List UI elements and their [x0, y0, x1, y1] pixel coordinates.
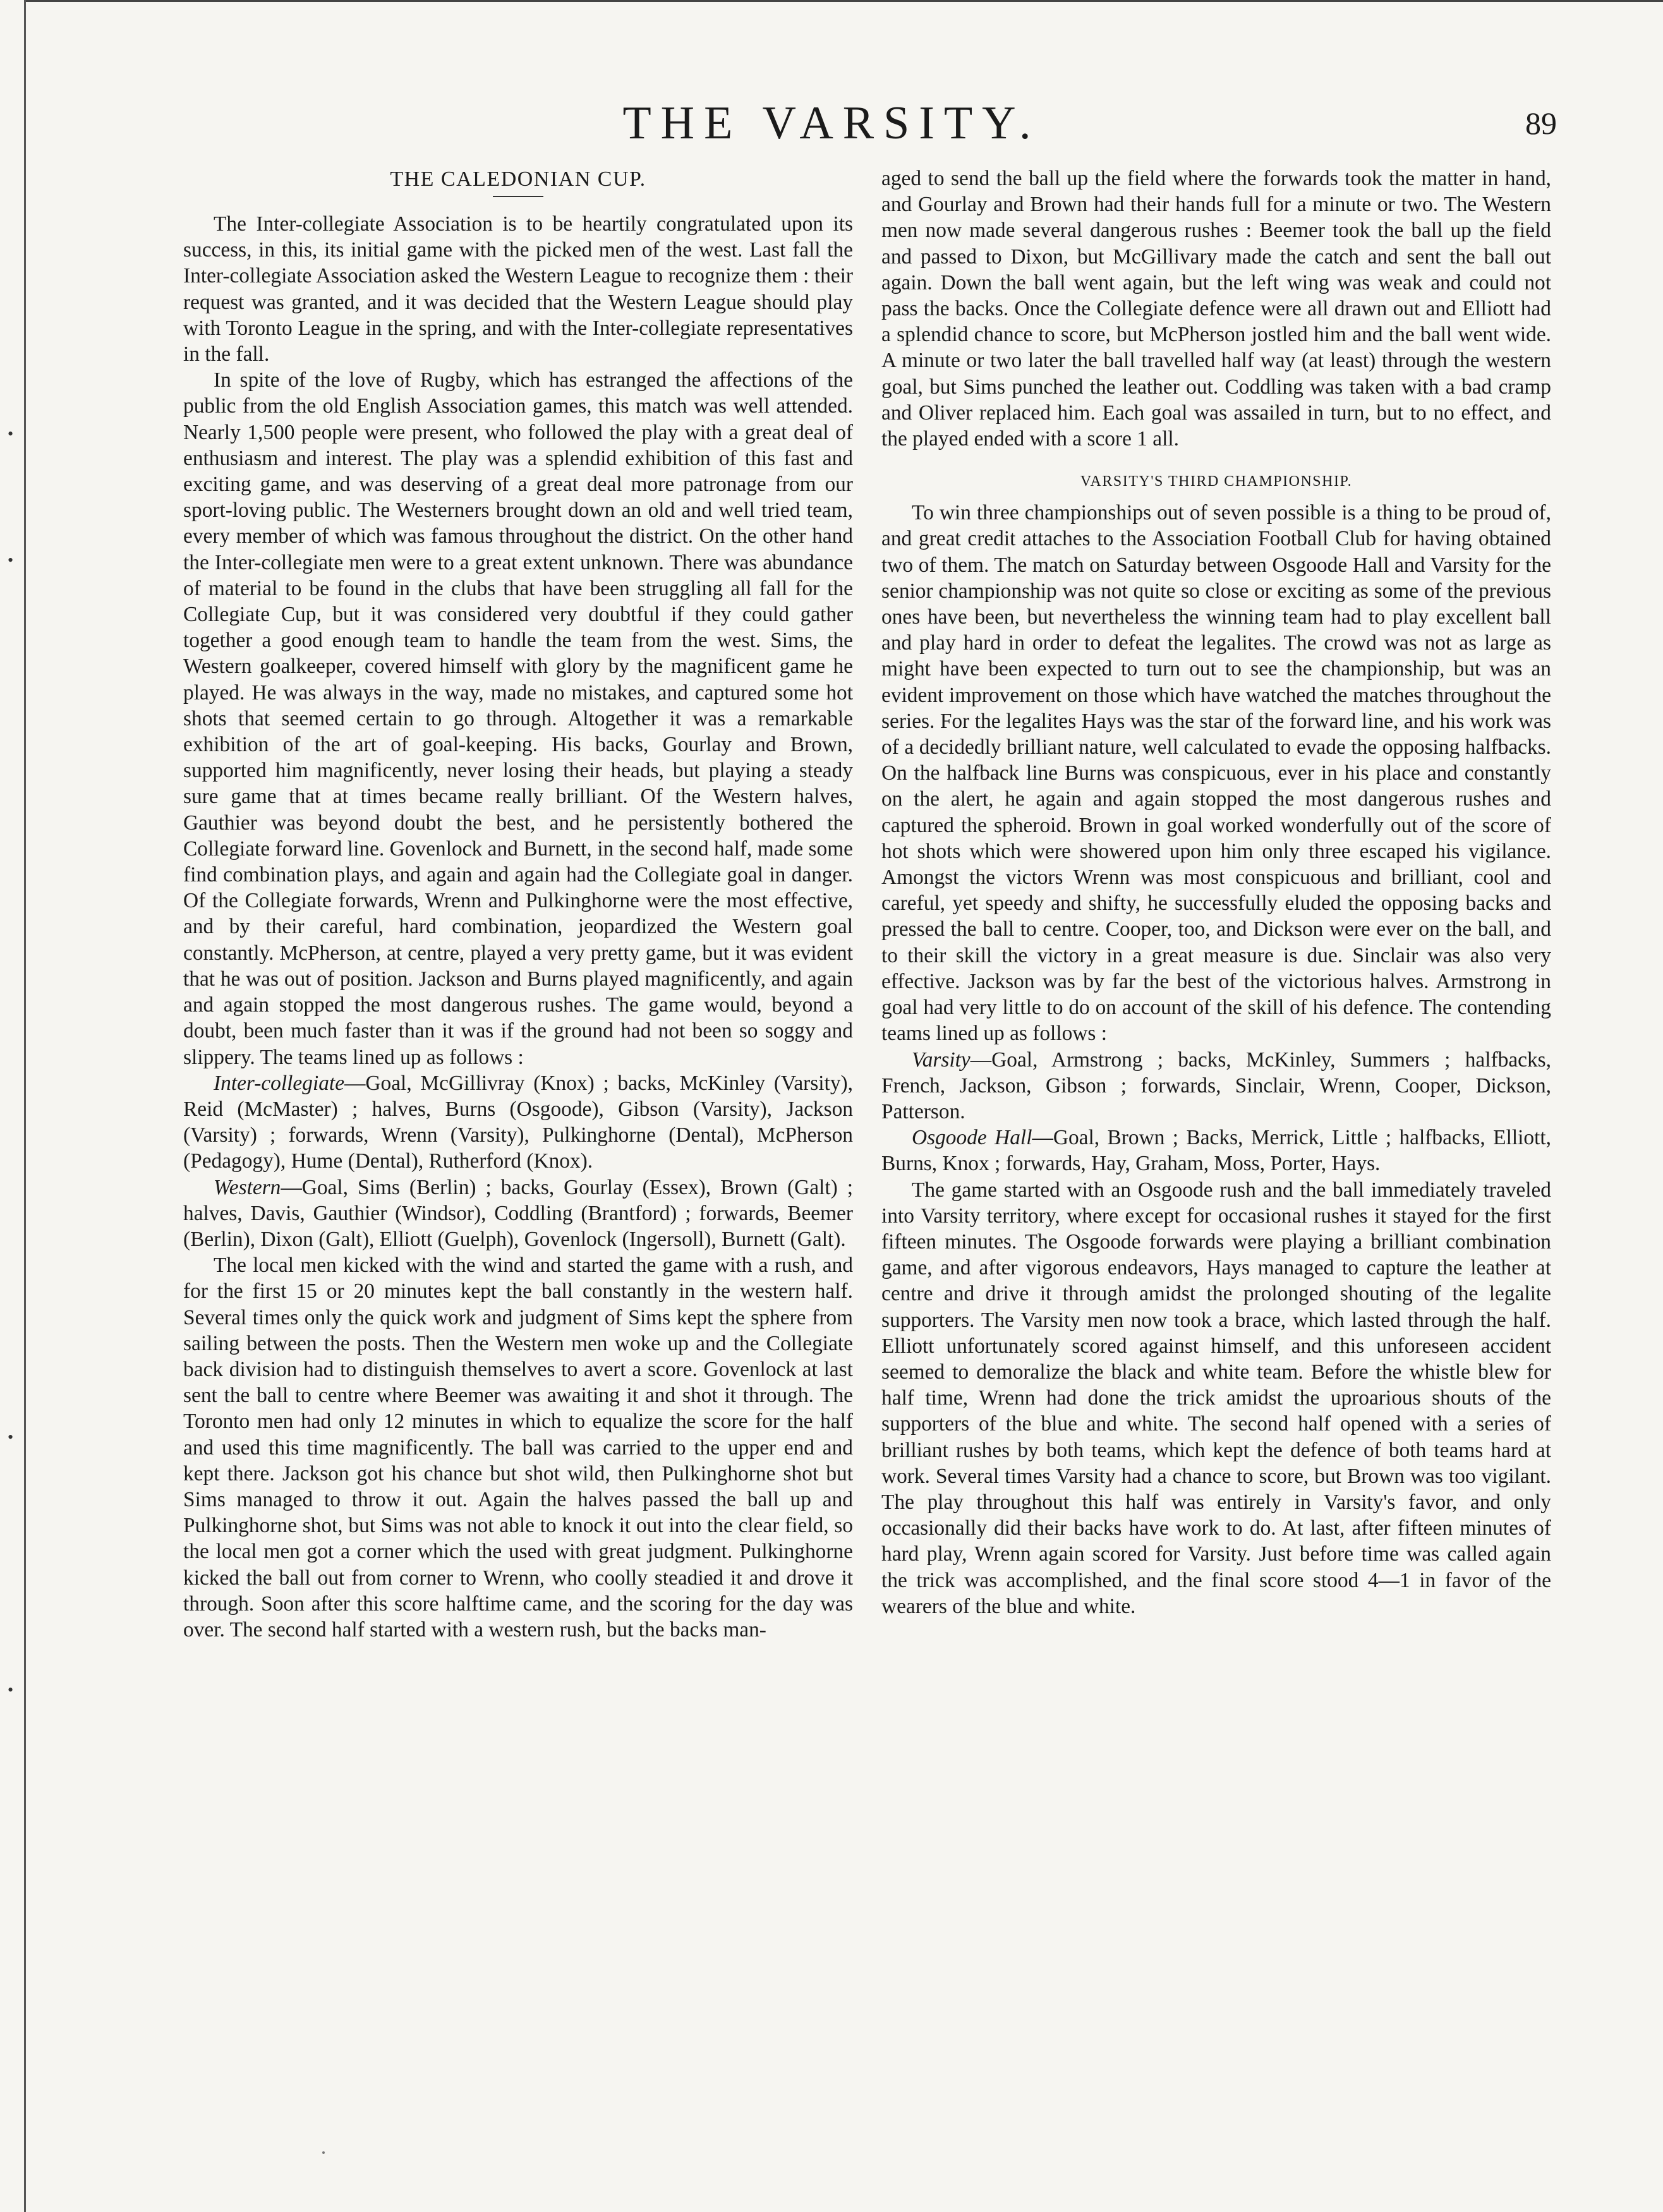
- article-paragraph: In spite of the love of Rugby, which has estranged the affections of the public from the old English Association games, this match was well attended. Nearly 1,500 people were present, who followed the play with a great deal of enthusiasm and interest. The play was a splendid exhibition of this fast and exciting game, and was deserving of a great deal more patronage from our sport-loving public. The Westerners brought down an old and well tried team, every member of which was famous throughout the district. On the other hand the Inter-collegiate men were to a great extent unknown. There was abundance of material to be found in the clubs that have been struggling all fall for the Collegiate Cup, but it was considered very doubtful if they could gather together a good enough team to handle the team from the west. Sims, the Western goalkeeper, covered himself with glory by the magnificent game he played. He was always in the way, made no mistakes, and captured some hot shots that seemed certain to go through. Altogether it was a remarkable exhibition of the art of goal-keeping. His backs, Gourlay and Brown, supported him magnificently, never losing their heads, but playing a steady sure game that at times became really brilliant. Of the Western halves, Gauthier was beyond doubt the best, and he persistently bothered the Collegiate forward line. Govenlock and Burnett, in the second half, made some find combination plays, and again and again had the Collegiate goal in danger. Of the Collegiate forwards, Wrenn and Pulkinghorne were the most effective, and by their careful, hard combination, jeopardized the Western goal constantly. McPherson, at centre, played a very pretty game, but it was evident that he was out of position. Jackson and Burns played magnificently, and again and again stopped the most dangerous rushes. The game would, beyond a doubt, been much faster than it was if the ground had not been so soggy and slippery. The teams lined up as follows :: [183, 368, 853, 1069]
- masthead-title: THE VARSITY.: [622, 97, 1041, 149]
- right-column: [881, 166, 1551, 1619]
- lineup-paragraph: [881, 1047, 1551, 1125]
- margin-mark-icon: •: [8, 551, 14, 569]
- margin-mark-icon: •: [8, 425, 14, 443]
- left-border-rule: [24, 0, 26, 2212]
- left-column: [183, 166, 853, 1643]
- lineup-paragraph: [183, 1175, 853, 1253]
- article-paragraph: The Inter-collegiate Association is to be heartily congratulated upon its success, in this, its initial game with the picked men of the west. Last fall the Inter-collegiate Association asked the Western League to recognize them : their request was granted, and it was decided that the Western League should play with Toronto League in the spring, and with the Inter-collegiate representatives in the fall.: [183, 212, 853, 366]
- margin-mark-icon: •: [8, 1681, 14, 1699]
- page-speck: [322, 2151, 325, 2154]
- lineup-team: Osgoode Hall: [912, 1126, 1032, 1150]
- lineup-paragraph: [183, 1070, 853, 1175]
- lineup-text: —Goal, Brown ; Backs, Merrick, Little ; halfbacks, Elliott, Burns, Knox ; forwards, Hay, Graham, Moss, Porter, Hays.: [881, 1126, 1551, 1176]
- lineup-team: Varsity: [912, 1048, 971, 1072]
- lineup-text: —Goal, McGillivray (Knox) ; backs, McKinley (Varsity), Reid (McMaster) ; halves, Burns (Osgoode), Gibson (Varsity), Jackson (Varsity) ; forwards, Wrenn (Varsity), Pulkinghorne (Dental), McPherson (Pedagogy), Hume (Dental), Rutherford (Knox).: [183, 1071, 853, 1173]
- lineup-text: —Goal, Armstrong ; backs, McKinley, Summers ; halfbacks, French, Jackson, Gibson ; forwards, Sinclair, Wrenn, Cooper, Dickson, Patterson.: [881, 1048, 1551, 1123]
- article-paragraph: The local men kicked with the wind and started the game with a rush, and for the first 15 or 20 minutes kept the ball constantly in the western half. Several times only the quick work and judgment of Sims kept the sphere from sailing between the posts. Then the Western men woke up and the Collegiate back division had to distinguish themselves to avert a score. Govenlock at last sent the ball to centre where Beemer was awaiting it and shot it through. The Toronto men had only 12 minutes in which to equalize the score for the half and used this time magnificently. The ball was carried to the upper end and kept there. Jackson got his chance but shot wild, then Pulkinghorne shot but Sims managed to throw it out. Again the halves passed the ball up and Pulkinghorne shot, but Sims was not able to knock it out into the clear field, so the local men got a corner which the used with great judgment. Pulkinghorne kicked the ball out from corner to Wrenn, who coolly steadied it and drove it through. Soon after this score halftime came, and the scoring for the day was over. The second half started with a western rush, but the backs man-: [183, 1254, 853, 1641]
- lineup-paragraph: [881, 1125, 1551, 1176]
- article-continuation: aged to send the ball up the field where the forwards took the matter in hand, and Gourlay and Brown had their hands full for a minute or two. The Western men now made several dangerous rushes : Beemer took the ball up the field and passed to Dixon, but McGillivary made the catch and sent the ball out again. Down the ball went again, but the left wing was weak and could not pass the backs. Once the Collegiate defence were all drawn out and Elliott had a splendid chance to score, but McPherson jostled him and the ball went wide. A minute or two later the ball travelled half way (at least) through the western goal, but Sims punched the leather out. Coddling was taken with a bad cramp and Oliver replaced him. Each goal was assailed in turn, but to no effect, and the played ended with a score 1 all.: [881, 167, 1551, 451]
- article-title-caledonian-cup: THE CALEDONIAN CUP.: [390, 167, 646, 191]
- article-paragraph: The game started with an Osgoode rush and the ball immediately traveled into Varsity territory, where except for occasional rushes it stayed for the first fifteen minutes. The Osgoode forwards were playing a brilliant combination game, and after vigorous endeavors, Hays managed to capture the leather at centre and drive it through amidst the prolonged shouting of the legalite supporters. The Varsity men now took a brace, which lasted through the half. Elliott unfortunately scored against himself, and this unforeseen accident seemed to demoralize the black and white team. Before the whistle blew for half time, Wrenn had done the trick amidst the uproarious shouts of the supporters of the blue and white. The second half opened with a series of brilliant rushes by both teams, which kept the defence of both teams hard at work. Several times Varsity had a chance to score, but Brown was too vigilant. The play throughout this half was entirely in Varsity's favor, and only occasionally did their backs have work to do. At last, after fifteen minutes of hard play, Wrenn again scored for Varsity. Just before time was called again the trick was accomplished, and the final score stood 4—1 in favor of the wearers of the blue and white.: [881, 1178, 1551, 1618]
- article-paragraph: To win three championships out of seven possible is a thing to be proud of, and great credit attaches to the Association Football Club for having obtained two of them. The match on Saturday between Osgoode Hall and Varsity for the senior championship was not quite so close or exciting as some of the previous ones have been, but nevertheless the winning team had to play excellent ball and play hard in order to defeat the legalites. The crowd was not as large as might have been expected to turn out to see the championship, but was an evident improvement on those which have watched the matches throughout the series. For the legalites Hays was the star of the forward line, and his work was of a decidedly brilliant nature, well calculated to evade the opposing halfbacks. On the halfback line Burns was conspicuous, ever in his place and constantly on the alert, he again and again stopped the most dangerous rushes and captured the spheroid. Brown in goal worked wonderfully out of the score of hot shots which were showered upon him only three escaped his vigilance. Amongst the victors Wrenn was most conspicuous and brilliant, cool and careful, yet speedy and shifty, he successfully eluded the opposing backs and pressed the ball to centre. Cooper, too, and Dickson were ever on the ball, and to their skill the victory in a great measure is due. Sinclair was also very effective. Jackson was by far the best of the victorious halves. Armstrong in goal had very little to do on account of the skill of his defence. The contending teams lined up as follows :: [881, 501, 1551, 1046]
- page-number: 89: [1525, 106, 1557, 141]
- lineup-team: Western: [214, 1175, 281, 1199]
- top-border-rule: [24, 0, 1663, 2]
- margin-mark-icon: •: [8, 1428, 14, 1446]
- lineup-team: Inter-collegiate: [214, 1071, 345, 1095]
- title-rule: [493, 196, 543, 197]
- lineup-text: —Goal, Sims (Berlin) ; backs, Gourlay (Essex), Brown (Galt) ; halves, Davis, Gauthier (Windsor), Coddling (Brantford) ; forwards, Beemer (Berlin), Dixon (Galt), Elliott (Guelph), Govenlock (Ingersoll), Burnett (Galt).: [183, 1175, 853, 1251]
- article-title-third-championship: VARSITY'S THIRD CHAMPIONSHIP.: [1080, 473, 1353, 490]
